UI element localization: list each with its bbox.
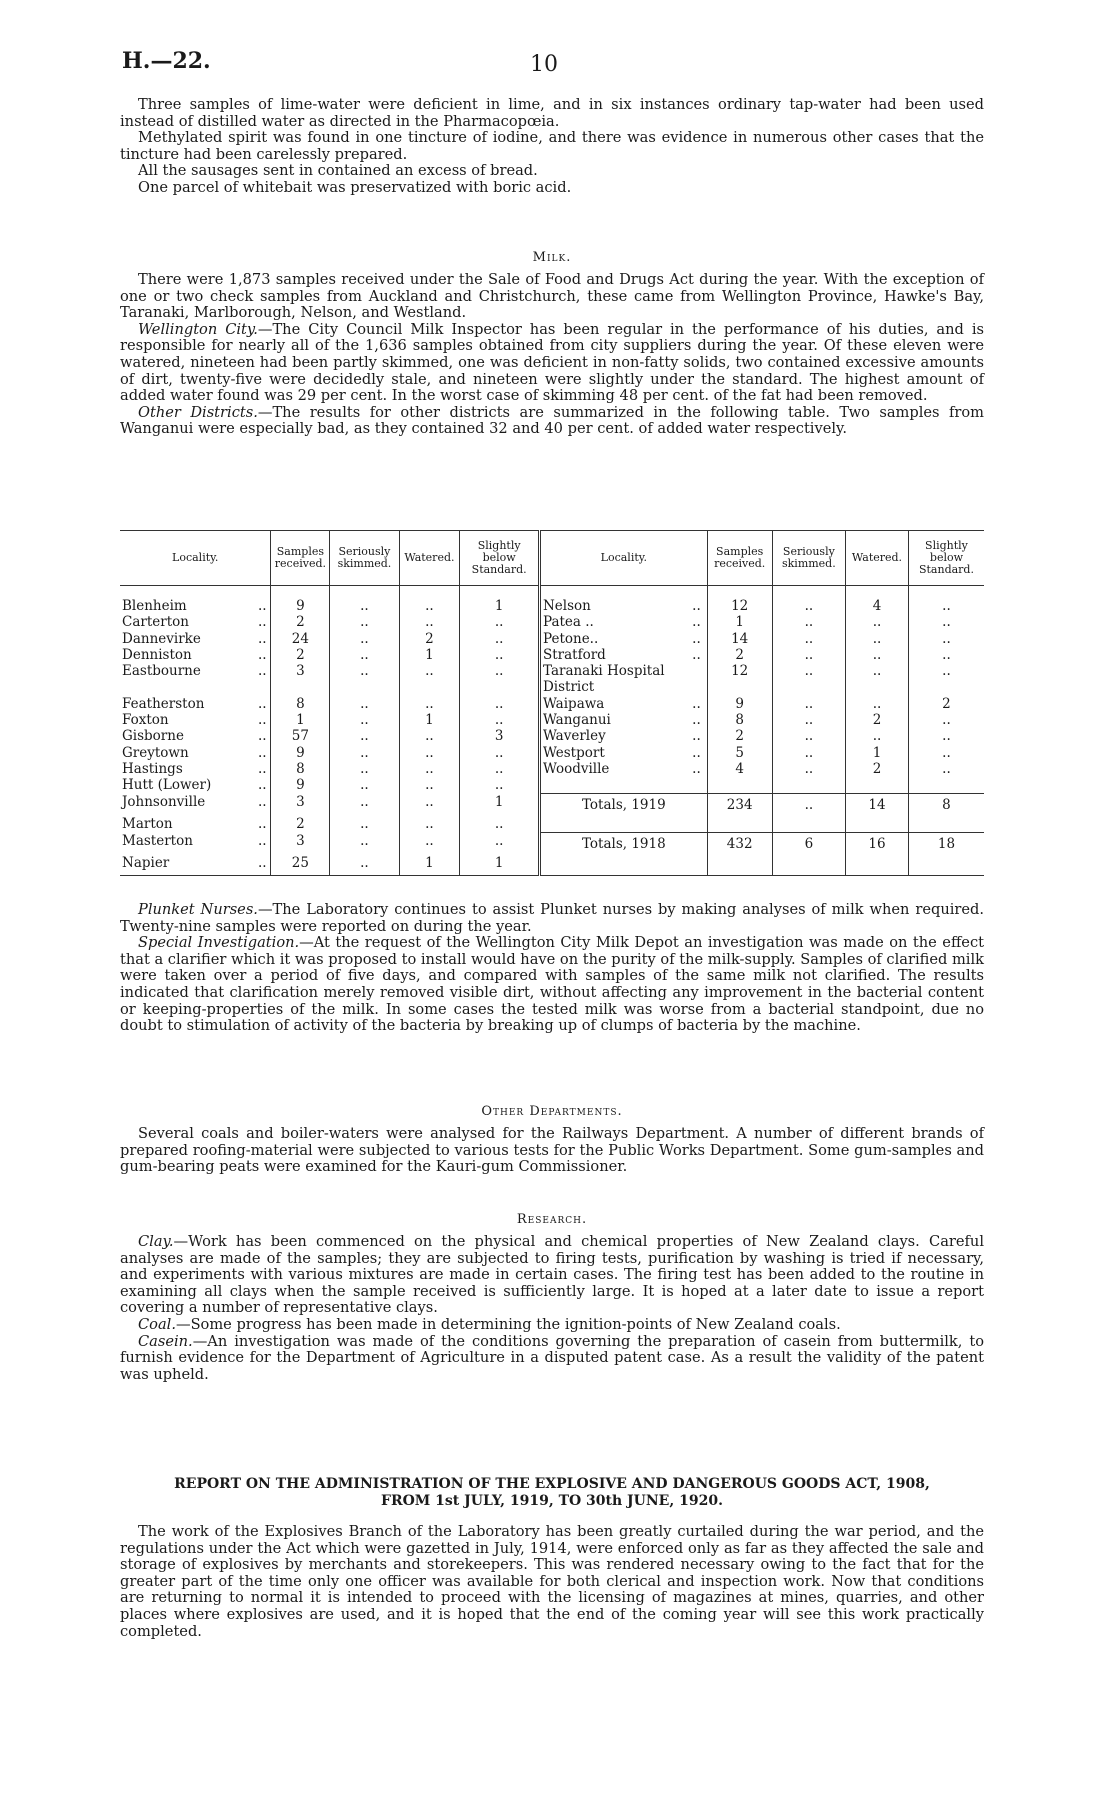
table-row <box>120 794 984 817</box>
watered-cell: .. <box>399 833 460 856</box>
report-section <box>120 1524 984 1640</box>
samples-cell: 8 <box>707 712 772 728</box>
table-row <box>120 712 984 728</box>
below-standard-cell: 1 <box>460 794 540 817</box>
intro-paragraph: One parcel of whitebait was preservatized with boric acid. <box>138 178 572 196</box>
skimmed-cell: .. <box>772 696 845 712</box>
document-reference: H.—22. <box>122 48 211 74</box>
samples-cell: 3 <box>271 833 330 856</box>
below-standard-cell: .. <box>908 631 984 647</box>
locality-cell: Foxton <box>122 712 169 729</box>
below-standard-cell: .. <box>908 712 984 728</box>
col-header-watered: Watered. <box>846 531 909 586</box>
locality-cell: Greytown <box>122 744 189 761</box>
locality-cell: Taranaki Hospital District <box>539 663 686 696</box>
leader-cell: .. <box>258 712 267 729</box>
leader-cell: .. <box>258 728 267 745</box>
totals-1919-below-standard: 8 <box>908 794 984 817</box>
below-standard-cell: .. <box>460 647 540 663</box>
col-header-watered: Watered. <box>399 531 460 586</box>
locality-cell: Patea .. <box>539 614 686 630</box>
watered-cell: 1 <box>399 855 460 875</box>
below-standard-cell: .. <box>460 663 540 696</box>
locality-cell: Nelson <box>539 586 686 615</box>
leader-cell: .. <box>258 760 267 777</box>
locality-cell: Dannevirke <box>122 630 201 647</box>
below-standard-cell: 3 <box>460 728 540 744</box>
skimmed-cell: .. <box>330 586 399 615</box>
col-header-locality: Locality. <box>120 531 271 586</box>
watered-cell: 1 <box>846 745 909 761</box>
leader-cell: .. <box>692 744 701 761</box>
empty-cell <box>539 816 707 832</box>
casein-paragraph <box>120 1334 984 1384</box>
table-row <box>120 614 984 630</box>
skimmed-cell: .. <box>772 614 845 630</box>
leader-cell: .. <box>692 598 701 614</box>
report-paragraph: The work of the Explosives Branch of the Laboratory has been greatly curtailed during the war period, and the regulations under the Act which were gazetted in July, 1914, were enforced only as far as they affected the sale and storage of explosives by merchants and storekeepers. This was rendered necessary owing to the fact that for the greater part of the time only one officer was available for both clerical and inspection work. Now that conditions are returning to normal it is intended to proceed with the licensing of magazines at mines, quarries, and other places where explosives are used, and it is hoped that the end of the coming year will see this work practically completed. <box>120 1523 984 1640</box>
totals-1918-below-standard: 18 <box>908 833 984 856</box>
locality-cell: Waipawa <box>539 696 686 712</box>
locality-cell: Eastbourne <box>122 663 201 680</box>
table-row <box>120 745 984 761</box>
leader-cell: .. <box>258 744 267 761</box>
samples-cell: 2 <box>271 614 330 630</box>
empty-cell <box>846 816 909 832</box>
intro-paragraph: All the sausages sent in contained an excess of bread. <box>138 162 538 180</box>
empty-cell <box>908 855 984 875</box>
samples-cell: 24 <box>271 631 330 647</box>
plunket-title: Plunket Nurses. <box>138 901 258 918</box>
samples-cell: 12 <box>707 586 772 615</box>
skimmed-cell: .. <box>330 696 399 712</box>
skimmed-cell: .. <box>772 728 845 744</box>
research-heading: Research. <box>516 1212 588 1227</box>
totals-1918-label: Totals, 1918 <box>539 833 707 856</box>
table-header-row <box>120 531 984 586</box>
totals-1919-watered: 14 <box>846 794 909 817</box>
below-standard-cell: .. <box>908 586 984 615</box>
watered-cell: .. <box>399 586 460 615</box>
leader-cell: .. <box>258 695 267 712</box>
milk-heading: Milk. <box>532 250 572 265</box>
watered-cell: 2 <box>846 761 909 777</box>
milk-samples-table <box>120 530 984 876</box>
watered-cell: .. <box>399 761 460 777</box>
empty-cell <box>908 777 984 793</box>
locality-cell: Featherston <box>122 695 205 712</box>
totals-1918-skimmed: 6 <box>772 833 845 856</box>
leader-cell: .. <box>258 614 267 631</box>
col-header-below-standard: Slightly below Standard. <box>908 531 984 586</box>
other-districts-paragraph <box>120 405 984 438</box>
samples-cell: 9 <box>271 745 330 761</box>
skimmed-cell: .. <box>330 794 399 817</box>
table-row <box>120 586 984 615</box>
leader-cell: .. <box>692 646 701 663</box>
below-standard-cell: .. <box>460 745 540 761</box>
coal-paragraph <box>120 1317 984 1334</box>
below-standard-cell: 1 <box>460 586 540 615</box>
samples-cell: 2 <box>707 728 772 744</box>
other-districts-text: —The results for other districts are summarized in the following table. Two samples from Wanganui were especially bad, as they contained 32 and 40 per cent. of added water respectively. <box>120 403 984 438</box>
watered-cell: .. <box>846 728 909 744</box>
skimmed-cell: .. <box>330 761 399 777</box>
below-standard-cell: .. <box>460 696 540 712</box>
samples-cell: 2 <box>271 816 330 832</box>
empty-cell <box>908 816 984 832</box>
skimmed-cell: .. <box>330 712 399 728</box>
watered-cell: .. <box>846 614 909 630</box>
samples-cell: 12 <box>707 663 772 696</box>
skimmed-cell: .. <box>330 663 399 696</box>
casein-title: Casein. <box>138 1332 193 1350</box>
table-row <box>120 696 984 712</box>
samples-cell: 2 <box>271 647 330 663</box>
other-departments-section <box>120 1126 984 1176</box>
table-row <box>120 663 984 696</box>
locality-cell: Denniston <box>122 646 192 663</box>
other-districts-title: Other Districts. <box>138 403 258 421</box>
col-header-skimmed: Seriously skimmed. <box>772 531 845 586</box>
leader-cell: .. <box>254 855 271 875</box>
intro-section <box>120 97 984 197</box>
watered-cell: .. <box>399 614 460 630</box>
watered-cell: 1 <box>399 712 460 728</box>
below-standard-cell: .. <box>908 745 984 761</box>
leader-cell: .. <box>692 630 701 647</box>
col-header-samples: Samples received. <box>707 531 772 586</box>
locality-cell: Hutt (Lower) <box>122 777 212 794</box>
skimmed-cell: .. <box>772 586 845 615</box>
leader-cell <box>686 663 707 696</box>
locality-cell: Wanganui <box>539 712 686 728</box>
samples-cell: 3 <box>271 794 330 817</box>
totals-1918-watered: 16 <box>846 833 909 856</box>
clay-paragraph <box>120 1234 984 1317</box>
totals-1919-skimmed: .. <box>772 794 845 817</box>
leader-cell: .. <box>692 695 701 712</box>
table-row <box>120 833 984 856</box>
below-standard-cell: .. <box>908 614 984 630</box>
leader-cell: .. <box>258 832 267 849</box>
samples-cell: 14 <box>707 631 772 647</box>
below-standard-cell: .. <box>908 647 984 663</box>
samples-cell: 9 <box>707 696 772 712</box>
wellington-city-text: —The City Council Milk Inspector has been regular in the performance of his duties, and is responsible for nearly all of the 1,636 samples obtained from city suppliers during the year. Of these eleven were watered, nineteen had been partly skimmed, one was deficient in non-fatty solids, two contained excessive amounts of dirt, twenty-five were decidedly stale, and nineteen were slightly under the standard. The highest amount of added water found was 29 per cent. In the worst case of skimming 48 per cent. of the fat had been removed. <box>120 320 984 405</box>
col-header-below-standard: Slightly below Standard. <box>460 531 540 586</box>
wellington-city-title: Wellington City. <box>138 320 258 338</box>
skimmed-cell: .. <box>330 855 399 875</box>
special-investigation-title: Special Investigation. <box>138 934 300 952</box>
report-heading <box>120 1476 984 1510</box>
table-row <box>120 728 984 744</box>
table-row <box>120 631 984 647</box>
empty-cell <box>539 777 707 793</box>
empty-cell <box>707 816 772 832</box>
skimmed-cell: .. <box>772 761 845 777</box>
totals-1918-samples: 432 <box>707 833 772 856</box>
watered-cell: .. <box>399 777 460 793</box>
locality-cell: Westport <box>539 745 686 761</box>
watered-cell: .. <box>399 816 460 832</box>
table-row <box>120 855 984 875</box>
clay-text: —Work has been commenced on the physical and chemical properties of New Zealand clays. Careful analyses are made of the samples; they are subjected to firing tests, purification by washing is tried if necessary, and experiments with various mixtures are made in certain cases. The firing test has been added to the routine in examining all clays when the sample received is sufficiently large. It is hoped at a later date to issue a report covering a number of representative clays. <box>120 1233 984 1317</box>
milk-paragraph: There were 1,873 samples received under the Sale of Food and Drugs Act during the year. With the exception of one or two check samples from Auckland and Christchurch, these came from Wellington Province, Hawke's Bay, Taranaki, Marlborough, Nelson, and Westland. <box>120 271 984 322</box>
skimmed-cell: .. <box>772 745 845 761</box>
below-standard-cell: .. <box>460 777 540 793</box>
empty-cell <box>772 777 845 793</box>
locality-cell: Masterton <box>122 832 193 849</box>
samples-cell: 57 <box>271 728 330 744</box>
page-number: 10 <box>530 52 558 77</box>
samples-cell: 1 <box>271 712 330 728</box>
empty-cell <box>539 855 707 875</box>
locality-cell: Hastings <box>122 760 183 777</box>
totals-1919-label: Totals, 1919 <box>539 794 707 817</box>
leader-cell: .. <box>692 712 701 729</box>
leader-cell: .. <box>258 777 267 794</box>
below-standard-cell: .. <box>460 712 540 728</box>
other-departments-paragraph: Several coals and boiler-waters were analysed for the Railways Department. A number of different brands of prepared roofing-material were subjected to various tests for the Public Works Department. Some gum-samples and gum-bearing peats were examined for the Kauri-gum Commissioner. <box>120 1125 984 1176</box>
below-standard-cell: .. <box>908 663 984 696</box>
watered-cell: .. <box>399 663 460 696</box>
col-header-skimmed: Seriously skimmed. <box>330 531 399 586</box>
col-header-samples: Samples received. <box>271 531 330 586</box>
locality-cell: Gisborne <box>122 728 184 745</box>
leader-cell: .. <box>258 793 267 810</box>
locality-cell: Carterton <box>122 614 189 631</box>
skimmed-cell: .. <box>772 647 845 663</box>
wellington-city-paragraph <box>120 322 984 405</box>
below-standard-cell: .. <box>908 728 984 744</box>
locality-cell: Waverley <box>539 728 686 744</box>
leader-cell: .. <box>258 630 267 647</box>
leader-cell: .. <box>258 816 267 833</box>
report-heading-line-1: REPORT ON THE ADMINISTRATION OF THE EXPLOSIVE AND DANGEROUS GOODS ACT, 1908, <box>174 1476 930 1492</box>
locality-cell: Marton <box>122 816 173 833</box>
empty-cell <box>846 855 909 875</box>
watered-cell: 2 <box>846 712 909 728</box>
below-standard-cell: 1 <box>460 855 540 875</box>
samples-cell: 4 <box>707 761 772 777</box>
locality-cell: Petone.. <box>539 631 686 647</box>
watered-cell: .. <box>846 663 909 696</box>
table-row <box>120 816 984 832</box>
leader-cell: .. <box>692 728 701 745</box>
skimmed-cell: .. <box>330 777 399 793</box>
locality-cell: Johnsonville <box>122 793 206 810</box>
below-standard-cell: .. <box>460 833 540 856</box>
leader-cell: .. <box>692 760 701 777</box>
below-standard-cell: .. <box>460 631 540 647</box>
empty-cell <box>772 816 845 832</box>
empty-cell <box>707 777 772 793</box>
locality-cell: Stratford <box>539 647 686 663</box>
special-investigation-paragraph <box>120 935 984 1035</box>
empty-cell <box>772 855 845 875</box>
research-section <box>120 1234 984 1383</box>
samples-cell: 25 <box>271 855 330 875</box>
skimmed-cell: .. <box>330 647 399 663</box>
table-row <box>120 777 984 793</box>
leader-cell: .. <box>258 646 267 663</box>
below-standard-cell: 2 <box>908 696 984 712</box>
intro-paragraph: Methylated spirit was found in one tincture of iodine, and there was evidence in numerous other cases that the tincture had been carelessly prepared. <box>120 129 984 163</box>
coal-text: —Some progress has been made in determining the ignition-points of New Zealand coals. <box>175 1315 841 1333</box>
leader-cell: .. <box>258 663 267 680</box>
watered-cell: .. <box>846 647 909 663</box>
below-standard-cell: .. <box>908 761 984 777</box>
watered-cell: .. <box>846 631 909 647</box>
skimmed-cell: .. <box>772 663 845 696</box>
locality-cell: Napier <box>120 855 254 875</box>
watered-cell: 2 <box>399 631 460 647</box>
samples-cell: 3 <box>271 663 330 696</box>
milk-section <box>120 272 984 438</box>
plunket-paragraph <box>120 902 984 935</box>
report-heading-line-2: FROM 1st JULY, 1919, TO 30th JUNE, 1920. <box>381 1493 723 1509</box>
special-investigation-text: —At the request of the Wellington City Milk Depot an investigation was made on the effect that a clarifier which it was proposed to install would have on the purity of the milk-supply. Samples of clarified milk were taken over a period of five days, and compared with samples of the same milk not clarified. The results indicated that clarification merely removed visible dirt, without affecting any improvement in the bacterial content or keeping-properties of the milk. In some cases the tested milk was worse from a bacterial standpoint, due no doubt to stimulation of activity of the bacteria by breaking up of clumps of bacteria by the machine. <box>120 934 984 1035</box>
below-standard-cell: .. <box>460 614 540 630</box>
col-header-locality: Locality. <box>539 531 707 586</box>
leader-cell: .. <box>692 614 701 631</box>
skimmed-cell: .. <box>330 631 399 647</box>
skimmed-cell: .. <box>330 745 399 761</box>
watered-cell: .. <box>399 728 460 744</box>
watered-cell: .. <box>846 696 909 712</box>
table-body <box>120 586 984 876</box>
empty-cell <box>707 855 772 875</box>
samples-cell: 8 <box>271 761 330 777</box>
totals-1919-samples: 234 <box>707 794 772 817</box>
samples-cell: 5 <box>707 745 772 761</box>
table-row <box>120 647 984 663</box>
empty-cell <box>846 777 909 793</box>
table-row <box>120 761 984 777</box>
watered-cell: 4 <box>846 586 909 615</box>
locality-cell: Blenheim <box>122 598 187 614</box>
below-standard-cell: .. <box>460 761 540 777</box>
intro-paragraph: Three samples of lime-water were deficient in lime, and in six instances ordinary tap-water had been used instead of distilled water as directed in the Pharmacopœia. <box>120 96 984 130</box>
below-standard-cell: .. <box>460 816 540 832</box>
plunket-section <box>120 902 984 1035</box>
watered-cell: .. <box>399 794 460 817</box>
skimmed-cell: .. <box>772 631 845 647</box>
samples-cell: 8 <box>271 696 330 712</box>
samples-cell: 1 <box>707 614 772 630</box>
watered-cell: .. <box>399 745 460 761</box>
watered-cell: 1 <box>399 647 460 663</box>
skimmed-cell: .. <box>772 712 845 728</box>
leader-cell: .. <box>258 598 267 614</box>
coal-title: Coal. <box>138 1315 176 1333</box>
watered-cell: .. <box>399 696 460 712</box>
skimmed-cell: .. <box>330 614 399 630</box>
skimmed-cell: .. <box>330 728 399 744</box>
locality-cell: Woodville <box>539 761 686 777</box>
samples-cell: 2 <box>707 647 772 663</box>
skimmed-cell: .. <box>330 833 399 856</box>
plunket-text: —The Laboratory continues to assist Plunket nurses by making analyses of milk when required. Twenty-nine samples were reported on during the year. <box>120 901 984 935</box>
samples-cell: 9 <box>271 777 330 793</box>
samples-cell: 9 <box>271 586 330 615</box>
clay-title: Clay. <box>138 1233 174 1250</box>
casein-text: —An investigation was made of the conditions governing the preparation of casein from buttermilk, to furnish evidence for the Department of Agriculture in a disputed patent case. As a result the validity of the patent was upheld. <box>120 1332 984 1383</box>
other-departments-heading: Other Departments. <box>481 1104 623 1119</box>
skimmed-cell: .. <box>330 816 399 832</box>
